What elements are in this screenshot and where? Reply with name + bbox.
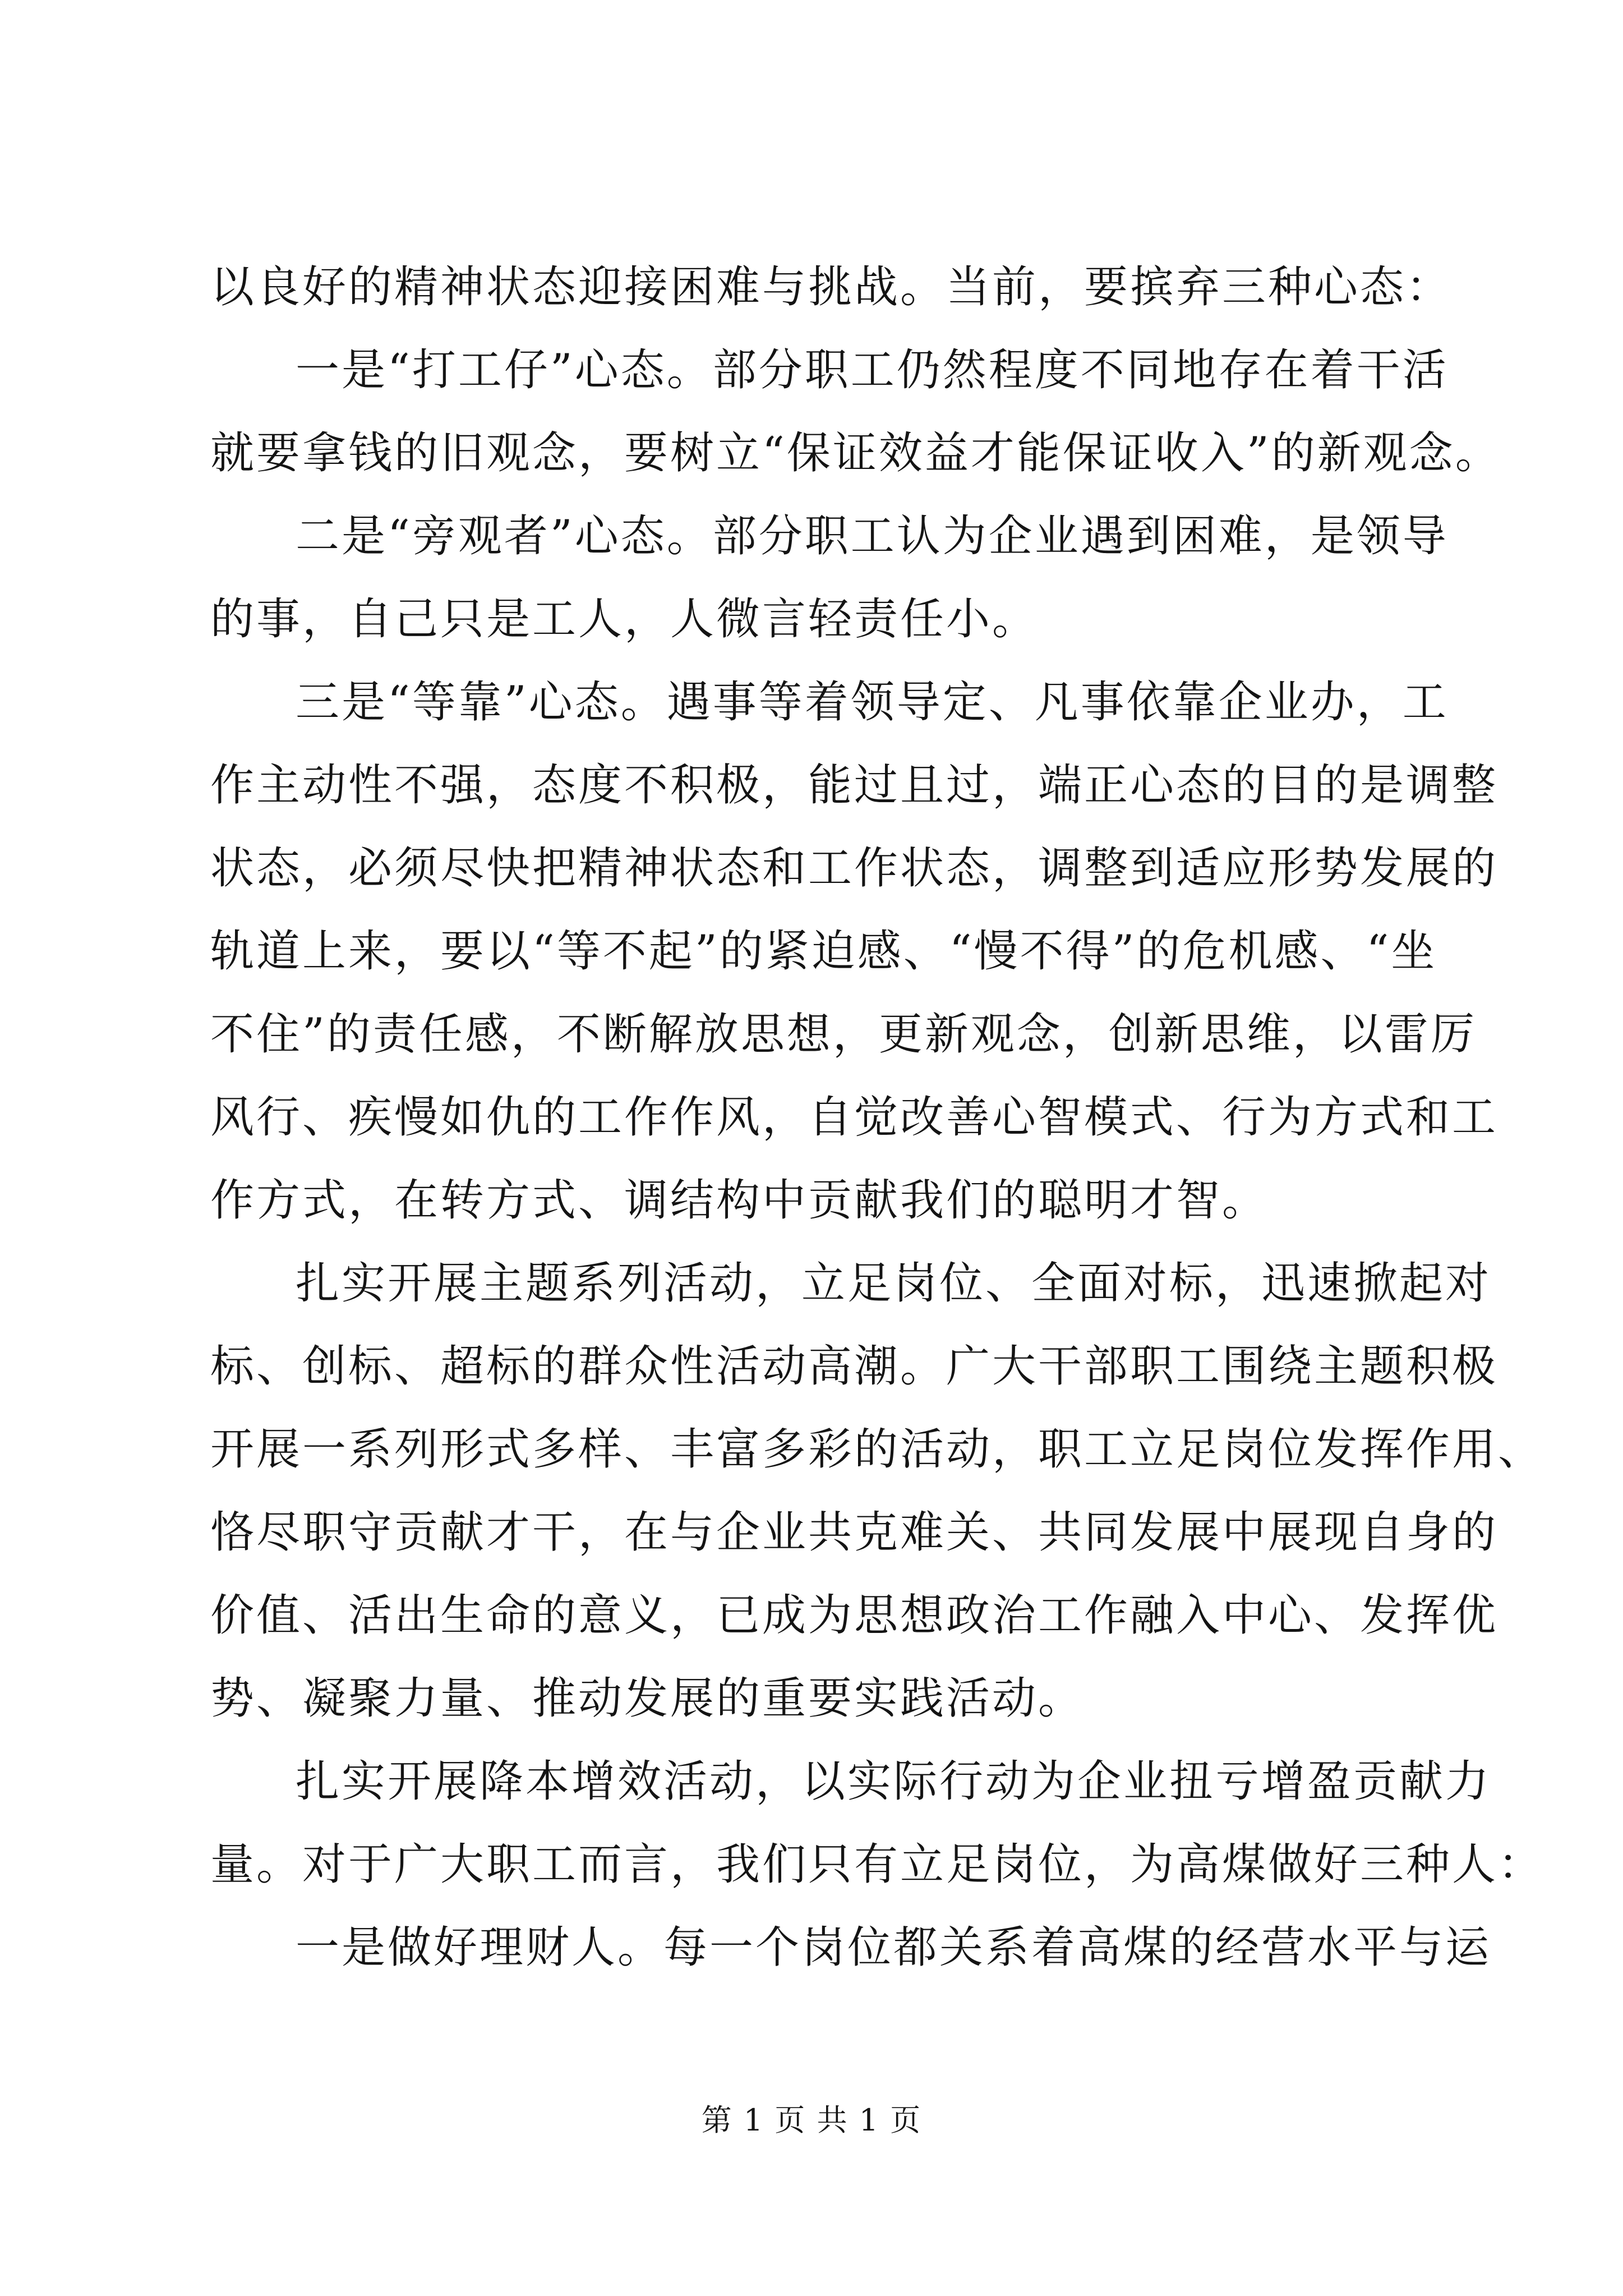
text-line: 三是“等靠”心态。遇事等着领导定、凡事依靠企业办，工: [296, 677, 1449, 728]
text-line: 作主动性不强，态度不积极，能过且过，端正心态的目的是调整: [210, 760, 1498, 811]
text-line: 作方式，在转方式、调结构中贡献我们的聪明才智。: [210, 1175, 1269, 1226]
text-line: 轨道上来，要以“等不起”的紧迫感、“慢不得”的危机感、“坐: [210, 926, 1437, 977]
text-line: 二是“旁观者”心态。部分职工认为企业遇到困难，是领导: [296, 511, 1449, 562]
text-line: 价值、活出生命的意义，已成为思想政治工作融入中心、发挥优: [210, 1590, 1498, 1641]
text-line: 量。对于广大职工而言，我们只有立足岗位，为高煤做好三种人：: [210, 1839, 1544, 1890]
text-line: 的事，自己只是工人，人微言轻责任小。: [210, 594, 1039, 645]
text-line: 状态，必须尽快把精神状态和工作状态，调整到适应形势发展的: [210, 843, 1498, 894]
text-line: 一是做好理财人。每一个岗位都关系着高煤的经营水平与运: [296, 1922, 1492, 1973]
text-line: 势、凝聚力量、推动发展的重要实践活动。: [210, 1673, 1085, 1724]
text-line: 以良好的精神状态迎接困难与挑战。当前，要摈弃三种心态：: [210, 262, 1453, 312]
text-line: 一是“打工仔”心态。部分职工仍然程度不同地存在着干活: [296, 345, 1449, 395]
text-line: 扎实开展降本增效活动，以实际行动为企业扭亏增盈贡献力: [296, 1756, 1492, 1807]
text-line: 标、创标、超标的群众性活动高潮。广大干部职工围绕主题积极: [210, 1341, 1498, 1392]
page-number-footer: 第 1 页 共 1 页: [701, 2102, 922, 2138]
text-line: 开展一系列形式多样、丰富多彩的活动，职工立足岗位发挥作用、: [210, 1424, 1544, 1475]
text-line: 恪尽职守贡献才干，在与企业共克难关、共同发展中展现自身的: [210, 1507, 1498, 1558]
text-line: 不住”的责任感，不断解放思想，更新观念，创新思维，以雷厉: [210, 1009, 1477, 1060]
text-line: 就要拿钱的旧观念，要树立“保证效益才能保证收入”的新观念。: [210, 428, 1501, 478]
text-line: 风行、疾慢如仇的工作作风，自觉改善心智模式、行为方式和工: [210, 1092, 1498, 1143]
text-line: 扎实开展主题系列活动，立足岗位、全面对标，迅速掀起对: [296, 1258, 1492, 1309]
